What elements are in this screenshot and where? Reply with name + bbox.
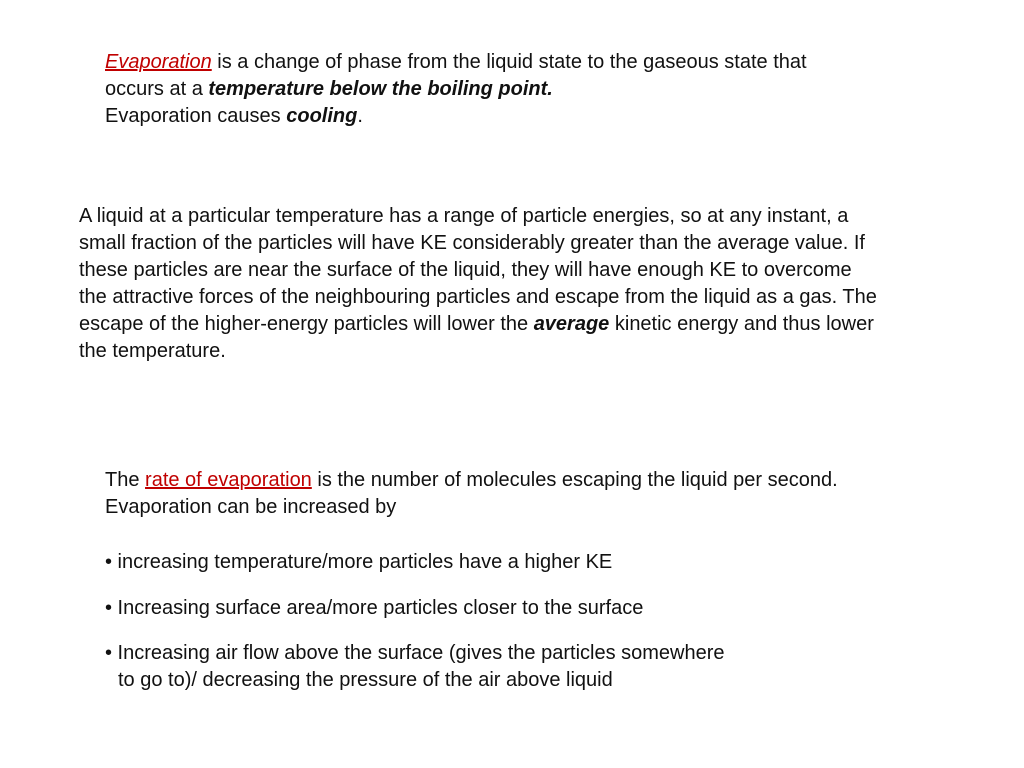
rate-prefix: The	[105, 469, 146, 491]
bullet-text: • increasing temperature/more particles have a higher KE	[105, 551, 613, 573]
bullet-surface-area	[105, 595, 643, 622]
rate-of-evaporation-intro	[105, 467, 838, 521]
cooling-emphasis: cooling	[286, 105, 358, 127]
bullet-air-flow	[105, 640, 725, 694]
rate-line-2: Evaporation can be increased by	[105, 496, 397, 518]
explanation-prefix: escape of the higher-energy particles will lower the	[79, 313, 534, 335]
boiling-point-emphasis: temperature below the boiling point.	[208, 78, 553, 100]
explanation-line-1: A liquid at a particular temperature has a range of particle energies, so at any instant, a	[79, 205, 849, 227]
rate-suffix: is the number of molecules escaping the liquid per second.	[311, 469, 838, 491]
average-emphasis: average	[533, 313, 610, 335]
explanation-line-2: small fraction of the particles will have KE considerably greater than the average value. If	[79, 232, 865, 254]
explanation-line-4: the attractive forces of the neighbouring particles and escape from the liquid as a gas. The	[79, 286, 877, 308]
explanation-line-5	[79, 311, 877, 338]
particle-energy-explanation	[79, 203, 877, 365]
rate-of-evaporation-term: rate of evaporation	[145, 469, 312, 491]
definition-line-2	[105, 76, 807, 103]
definition-text: is a change of phase from the liquid state to the gaseous state that	[211, 51, 807, 73]
explanation-line-6: the temperature.	[79, 340, 226, 362]
bullet-text-continued: to go to)/ decreasing the pressure of the air above liquid	[118, 669, 613, 691]
cooling-prefix: Evaporation causes	[105, 105, 287, 127]
explanation-suffix: kinetic energy and thus lower	[609, 313, 874, 335]
definition-line-1	[105, 49, 807, 76]
bullet-text: • Increasing surface area/more particles closer to the surface	[105, 597, 644, 619]
definition-prefix: occurs at a	[105, 78, 209, 100]
explanation-line-3: these particles are near the surface of the liquid, they will have enough KE to overcome	[79, 259, 852, 281]
cooling-suffix: .	[357, 105, 363, 127]
evaporation-term: Evaporation	[105, 51, 212, 73]
bullet-text: • Increasing air flow above the surface (gives the particles somewhere	[105, 642, 725, 664]
definition-line-3	[105, 103, 807, 130]
bullet-temperature	[105, 549, 612, 576]
evaporation-definition	[105, 49, 807, 130]
rate-line-1	[105, 467, 838, 494]
